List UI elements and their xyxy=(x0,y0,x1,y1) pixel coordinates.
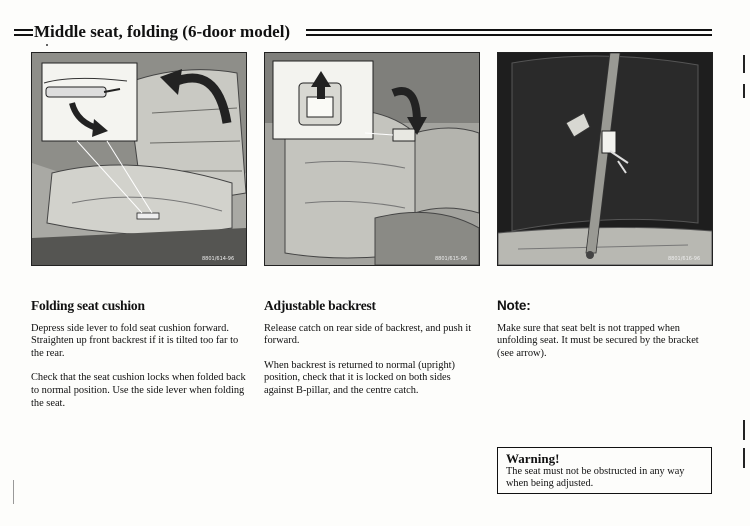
section-heading: Adjustable backrest xyxy=(264,298,376,313)
header-rule-left-bottom xyxy=(14,34,33,36)
figure-code: 8801/614-96 xyxy=(202,256,235,262)
seat-cushion-figure xyxy=(31,52,247,266)
section-paragraph: Depress side lever to fold seat cushion forward. Straighten up front backrest if it is tilted too far to the rear. xyxy=(31,322,239,359)
note-section xyxy=(497,300,711,372)
folding-seat-section xyxy=(31,300,251,422)
margin-mark xyxy=(13,480,14,504)
note-paragraph: Make sure that seat belt is not trapped when unfolding seat. It must be secured by the bracket (see arrow). xyxy=(497,322,699,359)
warning-text: The seat must not be obstructed in any way when being adjusted. xyxy=(506,466,685,489)
page-dot xyxy=(46,44,48,46)
page-title: Middle seat, folding (6-door model) xyxy=(34,22,291,41)
seat-cushion-illustration xyxy=(32,53,246,265)
section-paragraph: Check that the seat cushion locks when folded back to normal position. Use the side lever when folding the seat. xyxy=(31,372,246,409)
margin-mark xyxy=(743,84,745,98)
section-heading: Folding seat cushion xyxy=(31,298,145,313)
header-rule-right-bottom xyxy=(306,34,712,36)
backrest-figure xyxy=(264,52,480,266)
margin-mark xyxy=(743,448,745,468)
backrest-illustration xyxy=(265,53,479,265)
header-rule-left-top xyxy=(14,29,33,31)
note-heading: Note: xyxy=(497,298,531,313)
section-paragraph: When backrest is returned to normal (upright) position, check that it is locked on both sides against B-pillar, and the centre catch. xyxy=(264,359,456,396)
warning-box xyxy=(497,447,712,494)
seat-belt-illustration xyxy=(498,53,712,265)
margin-mark xyxy=(743,420,745,440)
figure-code: 8801/615-96 xyxy=(435,256,468,262)
figure-code: 8801/616-96 xyxy=(668,256,701,262)
backrest-section xyxy=(264,300,478,410)
warning-title: Warning! xyxy=(506,451,560,466)
seat-belt-figure xyxy=(497,52,713,266)
header-rule-right-top xyxy=(306,29,712,31)
section-paragraph: Release catch on rear side of backrest, and push it forward. xyxy=(264,322,472,347)
margin-mark xyxy=(743,55,745,73)
